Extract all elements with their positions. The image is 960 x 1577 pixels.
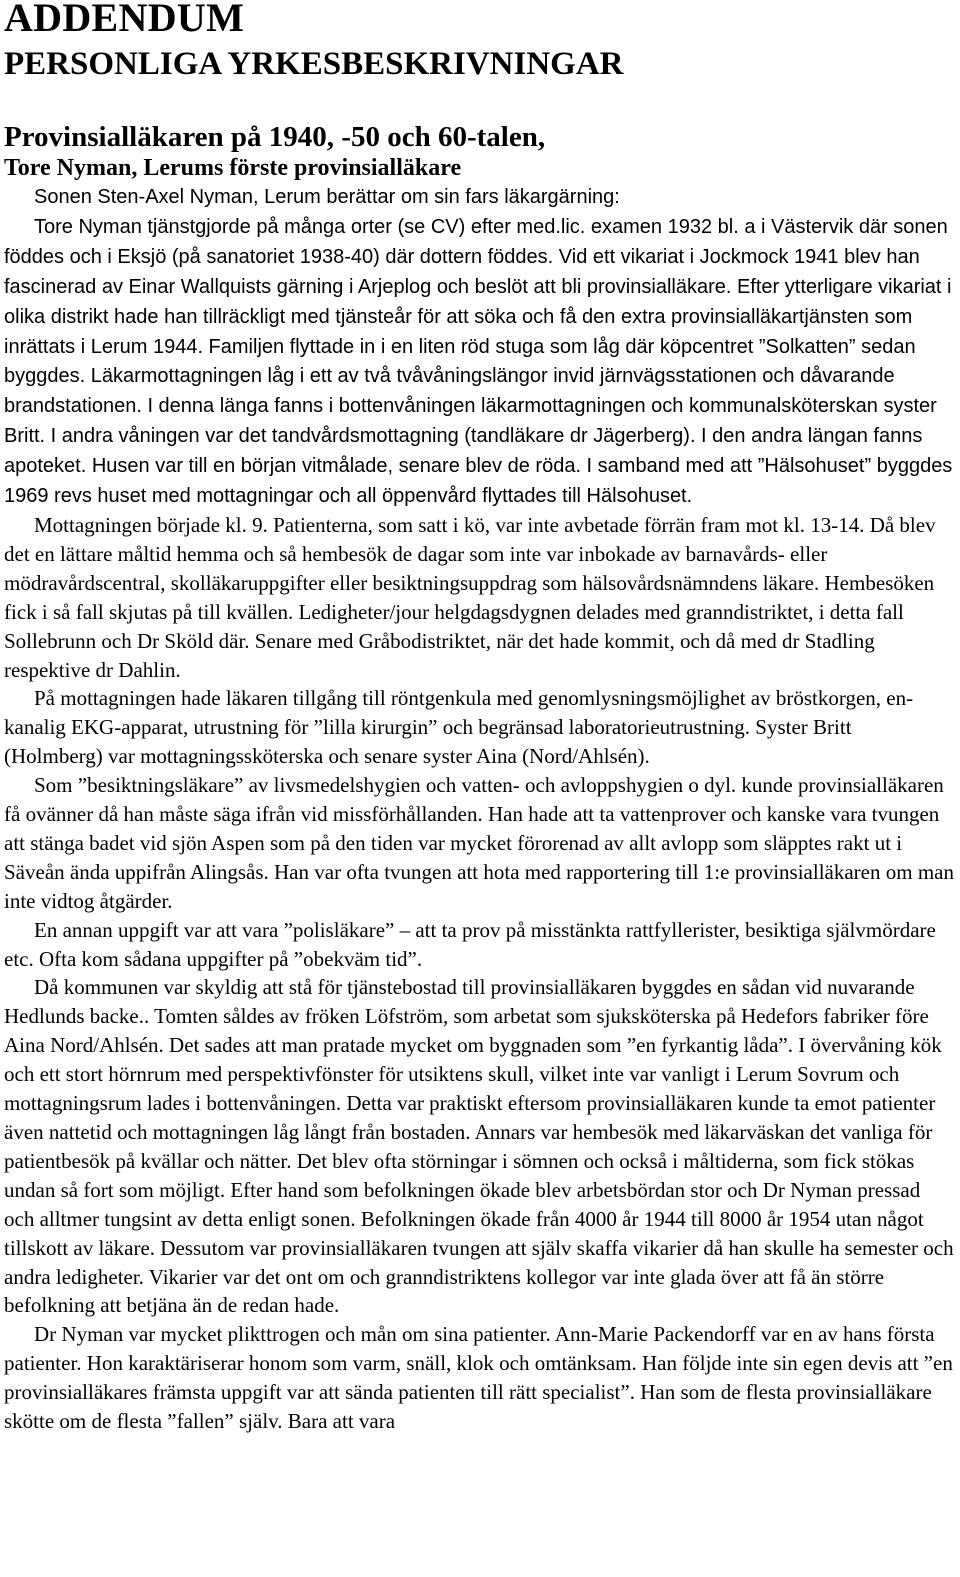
section-subtitle: Tore Nyman, Lerums förste provinsialläkare	[4, 155, 462, 181]
paragraph: Som ”besiktningsläkare” av livsmedelshygien och vatten- och avloppshygien o dyl. kunde provinsialläkaren få ovänner då han måste säga ifrån vid missförhållanden. Han hade att ta vattenprover och kanske vara tvungen att stänga badet vid sjön Aspen som på den tiden var mycket förorenad av allt avlopp som släpptes rakt ut i Säveån ända uppifrån Alingsås. Han var ofta tvungen att hota med rapportering till 1:e provinsialläkaren om man inte vidtog åtgärder.	[4, 773, 954, 913]
paragraph: En annan uppgift var att vara ”polisläkare” – att ta prov på misstänkta rattfyllerister, besiktiga självmördare etc. Ofta kom sådana uppgifter på ”obekväm tid”.	[4, 917, 936, 971]
paragraph: Mottagningen började kl. 9. Patienterna, som satt i kö, var inte avbetade förrän fram mot kl. 13-14. Då blev det en lättare måltid hemma och så hembesök de dagar som inte var inbokade av barnavårds- eller mödravårdscentral, skolläkaruppgifter eller besiktningsuppdrag som hälsovårdsnämndens läkare. Hembesöken fick i så fall skjutas på till kvällen. Ledigheter/jour helgdagsdygnen delades med granndistriktet, i detta fall Sollebrunn och Dr Sköld där. Senare med Gråbodistriktet, när det hade kommit, och då med dr Stadling respektive dr Dahlin.	[4, 512, 936, 682]
document-title: ADDENDUM	[4, 0, 245, 40]
paragraph-text: Tore Nyman tjänstgjorde på många orter (se CV) efter med.lic. examen 1932 bl. a i Västervik där sonen föddes och i Eksjö (på sanatoriet 1938-40) där dottern föddes. Vid ett vikariat i Jockmock 1941 blev han fascinerad av Einar Wallquists gärning i Arjeplog och beslöt att bli provinsialläkare. Efter ytterligare vikariat i olika distrikt hade han tillräckligt med tjänsteår för att söka och få den extra provinsialläkartjänsten som inrättats i Lerum 1944. Familjen flyttade in i en liten röd stuga som låg där köpcentret ”Solkatten” sedan byggdes. Läkarmottagningen låg i ett av två tvåvåningslängor invid järnvägsstationen och dåvarande brandstationen. I denna länga fanns i bottenvåningen läkarmottagningen och kommunalsköterskan syster Britt. I andra våningen var det tandvårdsmottagning (tandläkare dr Jägerberg). I den andra längan fanns apoteket. Husen var till en början vitmålade, senare blev de röda. I samband med att ”Hälsohuset” byggdes 1969 revs huset med mottagningar och all öppenvård flyttades till Hälsohuset.	[4, 215, 953, 508]
paragraph: Dr Nyman var mycket plikttrogen och mån om sina patienter. Ann-Marie Packendorff var en av hans första patienter. Hon karaktäriserar honom som varm, snäll, klok och omtänksam. Han följde inte sin egen devis att ”en provinsialläkares främsta uppgift var att sända patienten till rätt specialist”. Han som de flesta provinsialläkare skötte om de flesta ”fallen” själv. Bara att vara	[4, 1322, 953, 1434]
document-page	[4, 0, 954, 1436]
article-body	[4, 183, 954, 1436]
document-subtitle: PERSONLIGA YRKESBESKRIVNINGAR	[4, 46, 624, 82]
section-title: Provinsialläkaren på 1940, -50 och 60-talen,	[4, 121, 546, 153]
paragraph	[4, 212, 954, 511]
paragraph: Då kommunen var skyldig att stå för tjänstebostad till provinsialläkaren byggdes en sådan vid nuvarande Hedlunds backe.. Tomten såldes av fröken Löfström, som arbetat som sjuksköterska på Hedefors fabriker före Aina Nord/Ahlsén. Det sades att man pratade mycket om byggnaden som ”en fyrkantig låda”. I övervåning kök och ett stort hörnrum med perspektivfönster för utsiktens skull, vilket inte var vanligt i Lerum Sovrum och mottagningsrum lades i bottenvåningen. Detta var praktiskt eftersom provinsialläkaren kunde ta emot patienter även nattetid och mottagningen låg långt från bostaden. Annars var hembesök med läkarväskan det vanliga för patientbesök på kvällar och nätter. Det blev ofta störningar i sömnen och också i måltiderna, som fick stökas undan så fort som möjligt. Efter hand som befolkningen ökade blev arbetsbördan stor och Dr Nyman pressad och alltmer tungsint av detta enligt sonen. Befolkningen ökade från 4000 år 1944 till 8000 år 1954 utan något tillskott av läkare. Dessutom var provinsialläkaren tvungen att själv skaffa vikarier då han skulle ha semester och andra ledigheter. Vikarier var det ont om och granndistriktens kollegor var inte glada över att få än större befolkning att betjäna än de redan hade.	[4, 975, 954, 1318]
paragraph: På mottagningen hade läkaren tillgång till röntgenkula med genomlysningsmöjlighet av bröstkorgen, en-kanalig EKG-apparat, utrustning för ”lilla kirurgin” och begränsad laboratorieutrustning. Syster Britt (Holmberg) var mottagningssköterska och senare syster Aina (Nord/Ahlsén).	[4, 686, 914, 769]
paragraph-intro: Sonen Sten-Axel Nyman, Lerum berättar om sin fars läkargärning:	[34, 186, 620, 208]
